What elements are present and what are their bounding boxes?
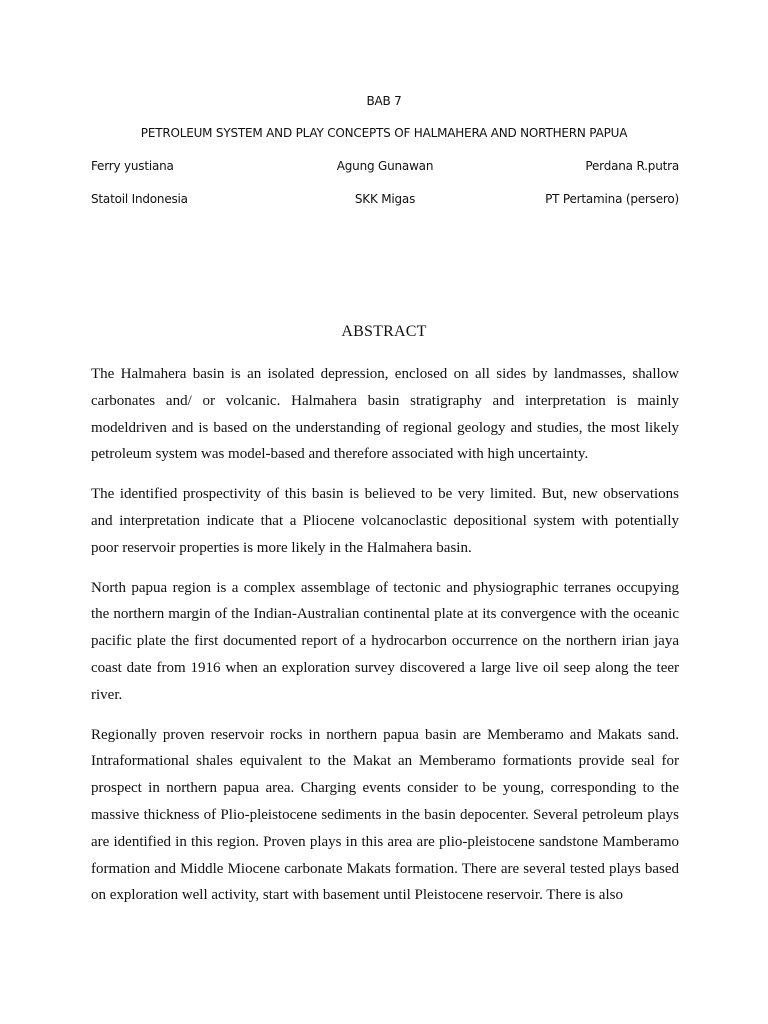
author-affiliation-3: PT Pertamina (persero) — [545, 192, 679, 206]
author-affiliation-1: Statoil Indonesia — [91, 192, 188, 206]
author-name-1: Ferry yustiana — [91, 159, 174, 173]
author-name-3: Perdana R.putra — [585, 159, 679, 173]
abstract-paragraph-1: The Halmahera basin is an isolated depression, enclosed on all sides by landmasses, shallow carbonates and/ or volcanic. Halmahera basin stratigraphy and interpretation is mainly modeldriven and is based on the understanding of regional geology and studies, the most likely petroleum system was model-based and therefore associated with high uncertainty. — [91, 366, 679, 463]
author-name-2: Agung Gunawan — [336, 159, 434, 173]
paper-title: PETROLEUM SYSTEM AND PLAY CONCEPTS OF HALMAHERA AND NORTHERN PAPUA — [140, 126, 628, 140]
author-affiliation-2: SKK Migas — [354, 192, 416, 206]
abstract-body — [91, 361, 679, 922]
chapter-label: BAB 7 — [366, 94, 402, 108]
abstract-paragraph-4: Regionally proven reservoir rocks in northern papua basin are Memberamo and Makats sand. Intraformational shales equivalent to the Makat an Memberamo formationts provide seal for prospect in northern papua area. Charging events consider to be young, corresponding to the massive thickness of Plio-pleistocene sediments in the basin depocenter. Several petroleum plays are identified in this region. Proven plays in this area are plio-pleistocene sandstone Mamberamo formation and Middle Miocene carbonate Makats formation. There are several tested plays based on exploration well activity, start with basement until Pleistocene reservoir. There is also — [91, 726, 679, 904]
abstract-paragraph-2: The identified prospectivity of this basin is believed to be very limited. But, new observations and interpretation indicate that a Pliocene volcanoclastic depositional system with potentially poor reservoir properties is more likely in the Halmahera basin. — [91, 486, 679, 556]
abstract-paragraph-3: North papua region is a complex assemblage of tectonic and physiographic terranes occupying the northern margin of the Indian-Australian continental plate at its convergence with the oceanic pacific plate the first documented report of a hydrocarbon occurrence on the northern irian jaya coast date from 1916 when an exploration survey discovered a large live oil seep along the teer river. — [91, 579, 679, 703]
abstract-heading: ABSTRACT — [341, 323, 427, 340]
